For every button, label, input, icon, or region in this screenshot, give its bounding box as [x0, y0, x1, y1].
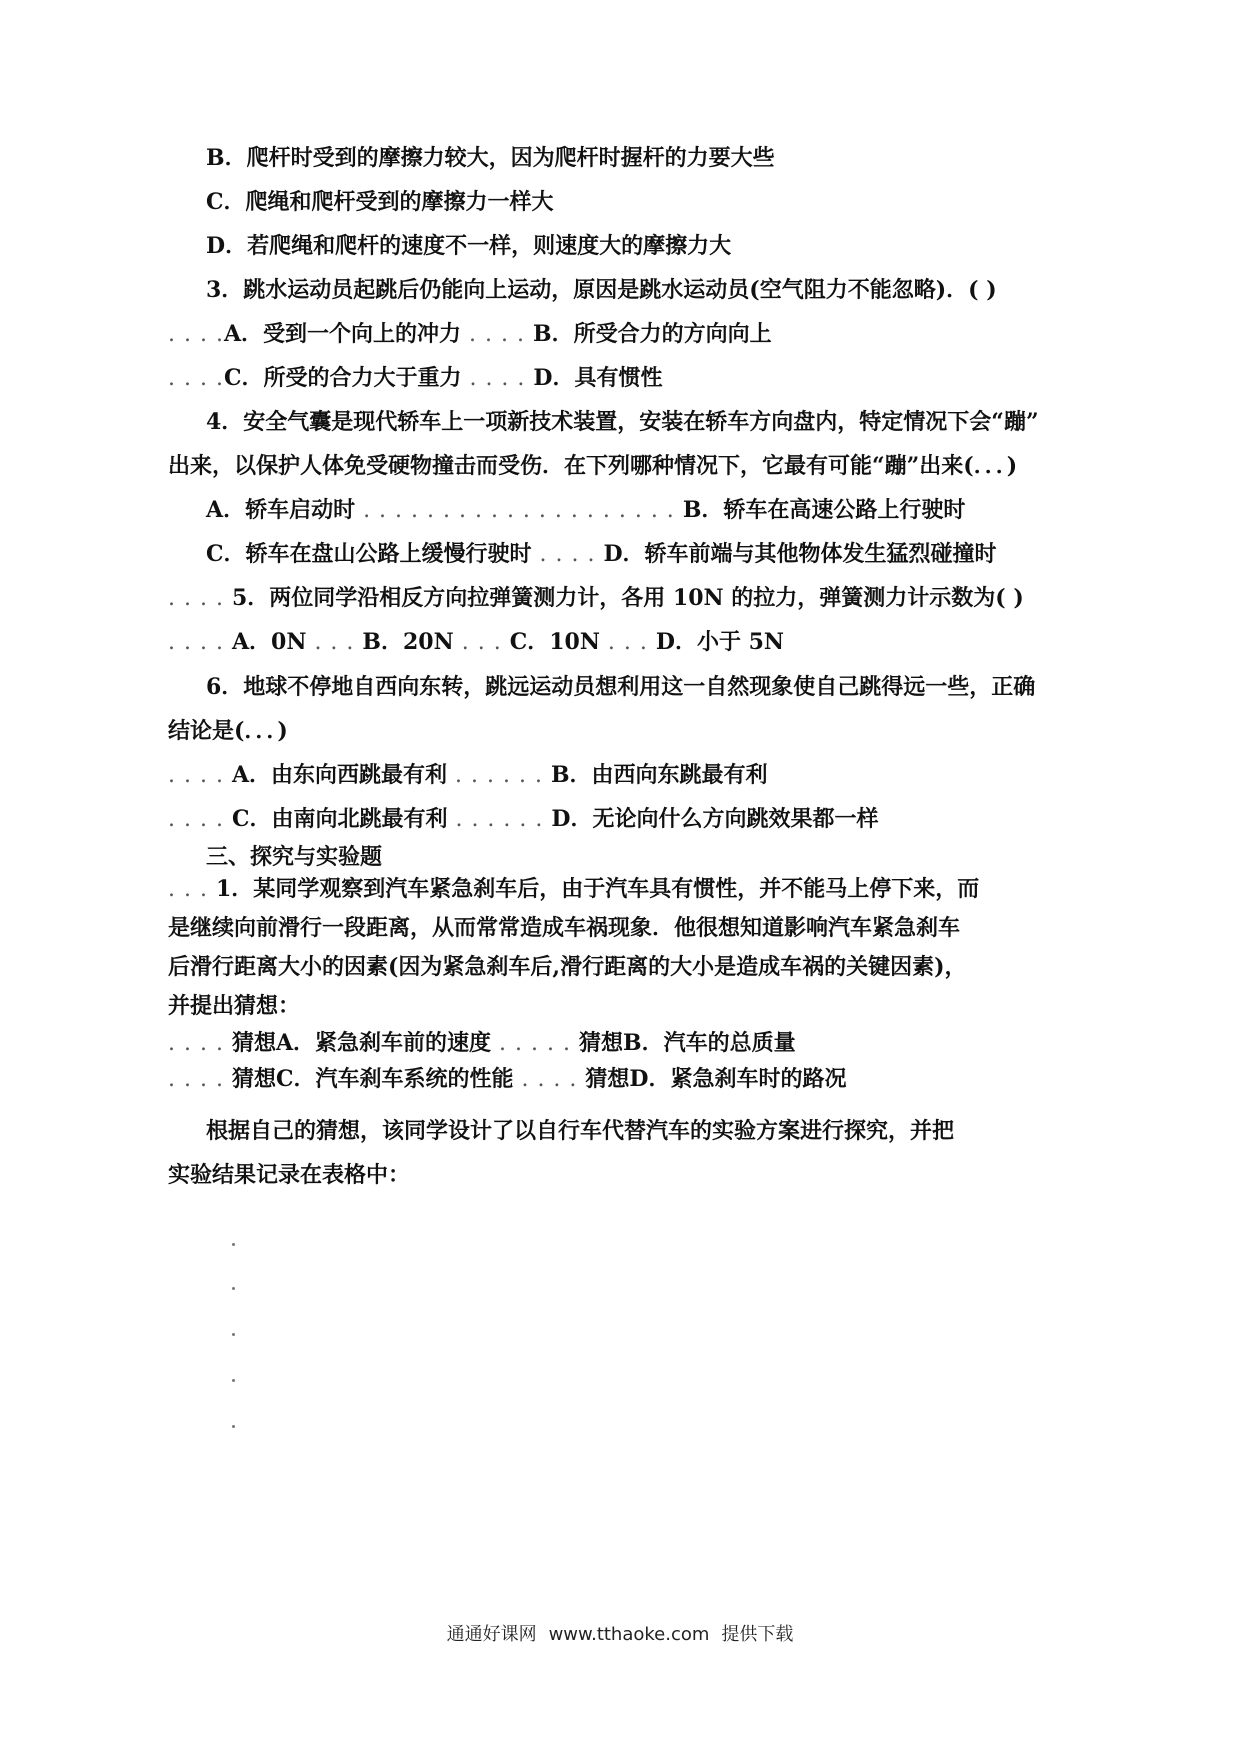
- q6-option-a: A．由东向西跳最有利: [231, 762, 448, 788]
- q2-option-d: D．若爬绳和爬杆的速度不一样，则速度大的摩擦力大: [206, 233, 732, 259]
- q5-option-a: A．0N: [231, 629, 307, 655]
- scan-dot: [232, 1425, 235, 1428]
- q5-option-c: C．10N: [509, 629, 600, 655]
- guesses-row-1: . . . . 猜想A．紧急刹车前的速度 . . . . . 猜想B．汽车的总质量: [168, 1030, 796, 1056]
- q5-option-b: B．20N: [362, 629, 454, 655]
- q2-option-c: C．爬绳和爬杆受到的摩擦力一样大: [206, 189, 554, 215]
- q4-option-b: B．轿车在高速公路上行驶时: [682, 497, 966, 523]
- q6-options-row-2: . . . . C．由南向北跳最有利 . . . . . . D．无论向什么方向跳效果都一样: [168, 806, 879, 832]
- section-3-q1-line-3: 后滑行距离大小的因素(因为紧急刹车后,滑行距离的大小是造成车祸的关键因素)，: [168, 954, 967, 980]
- section-3-q1-line-4: 并提出猜想：: [168, 993, 301, 1019]
- q5-stem-row: . . . . 5．两位同学沿相反方向拉弹簧测力计，各用 10N 的拉力，弹簧测力计示数为( ): [168, 585, 1024, 611]
- footer-site-name: 通通好课网: [446, 1624, 537, 1645]
- q6-option-d: D．无论向什么方向跳效果都一样: [551, 806, 879, 832]
- q4-options-row-2: C．轿车在盘山公路上缓慢行驶时 . . . . D．轿车前端与其他物体发生猛烈碰撞时: [206, 541, 997, 567]
- q4-stem-line-2: 出来，以保护人体免受硬物撞击而受伤．在下列哪种情况下，它最有可能“蹦”出来(．．．): [168, 453, 1018, 479]
- conclusion-line-1: 根据自己的猜想，该同学设计了以自行车代替汽车的实验方案进行探究，并把: [206, 1118, 955, 1144]
- scan-dot: [232, 1379, 235, 1382]
- q6-stem-line-2: 结论是(．．．): [168, 718, 288, 744]
- section-3-q1-line-2: 是继续向前滑行一段距离，从而常常造成车祸现象．他很想知道影响汽车紧急刹车: [168, 915, 961, 941]
- scan-dot: [232, 1243, 235, 1246]
- q4-option-d: D．轿车前端与其他物体发生猛烈碰撞时: [603, 541, 997, 567]
- q3-option-a: A．受到一个向上的冲力: [223, 321, 462, 347]
- guesses-row-2: . . . . 猜想C．汽车刹车系统的性能 . . . . 猜想D．紧急刹车时的路况: [168, 1066, 847, 1092]
- guess-d: 猜想D．紧急刹车时的路况: [585, 1066, 847, 1092]
- guess-b: 猜想B．汽车的总质量: [578, 1030, 796, 1056]
- section-3-title: 三、探究与实验题: [206, 844, 383, 870]
- section-3-q1-line-1: . . . 1．某同学观察到汽车紧急刹车后，由于汽车具有惯性，并不能马上停下来，而: [168, 876, 980, 902]
- footer-url[interactable]: www.tthaoke.com: [548, 1624, 710, 1645]
- footer-action: 提供下载: [721, 1624, 794, 1645]
- guess-a: 猜想A．紧急刹车前的速度: [231, 1030, 492, 1056]
- scan-dot: [232, 1287, 235, 1290]
- page-footer: [0, 1620, 1240, 1646]
- q3-options-row-2: . . . .C．所受的合力大于重力 . . . . D．具有惯性: [168, 365, 663, 391]
- q4-option-a: A．轿车启动时: [206, 497, 356, 523]
- q6-option-b: B．由西向东跳最有利: [550, 762, 768, 788]
- guess-c: 猜想C．汽车刹车系统的性能: [231, 1066, 514, 1092]
- q6-option-c: C．由南向北跳最有利: [231, 806, 448, 832]
- q3-options-row-1: . . . .A．受到一个向上的冲力 . . . . B．所受合力的方向向上: [168, 321, 772, 347]
- q5-options-row: . . . . A．0N . . . B．20N . . . C．10N . . . D．小于 5N: [168, 629, 785, 655]
- q5-stem: 5．两位同学沿相反方向拉弹簧测力计，各用 10N 的拉力，弹簧测力计示数为( ): [231, 585, 1024, 611]
- q3-option-b: B．所受合力的方向向上: [532, 321, 772, 347]
- q3-stem: 3．跳水运动员起跳后仍能向上运动，原因是跳水运动员(空气阻力不能忽略)．( ): [206, 277, 997, 303]
- conclusion-line-2: 实验结果记录在表格中：: [168, 1162, 411, 1188]
- q5-option-d: D．小于 5N: [655, 629, 785, 655]
- q4-option-c: C．轿车在盘山公路上缓慢行驶时: [206, 541, 532, 567]
- q6-options-row-1: . . . . A．由东向西跳最有利 . . . . . . B．由西向东跳最有利: [168, 762, 768, 788]
- q3-option-c: C．所受的合力大于重力: [223, 365, 462, 391]
- section-3-q1: [168, 870, 1068, 1026]
- q4-options-row-1: A．轿车启动时 . . . . . . . . . . . . . . . . . . . . B．轿车在高速公路上行驶时: [206, 497, 966, 523]
- q6-stem-line-1: 6．地球不停地自西向东转，跳远运动员想利用这一自然现象使自己跳得远一些，正确: [206, 674, 1036, 700]
- section-3-q1-line-1-text: 1．某同学观察到汽车紧急刹车后，由于汽车具有惯性，并不能马上停下来，而: [215, 876, 980, 902]
- q2-option-b: B．爬杆时受到的摩擦力较大，因为爬杆时握杆的力要大些: [206, 145, 775, 171]
- scan-dot: [232, 1333, 235, 1336]
- q3-option-d: D．具有惯性: [533, 365, 663, 391]
- q4-stem-line-1: 4．安全气囊是现代轿车上一项新技术装置，安装在轿车方向盘内，特定情况下会“蹦”: [206, 409, 1039, 435]
